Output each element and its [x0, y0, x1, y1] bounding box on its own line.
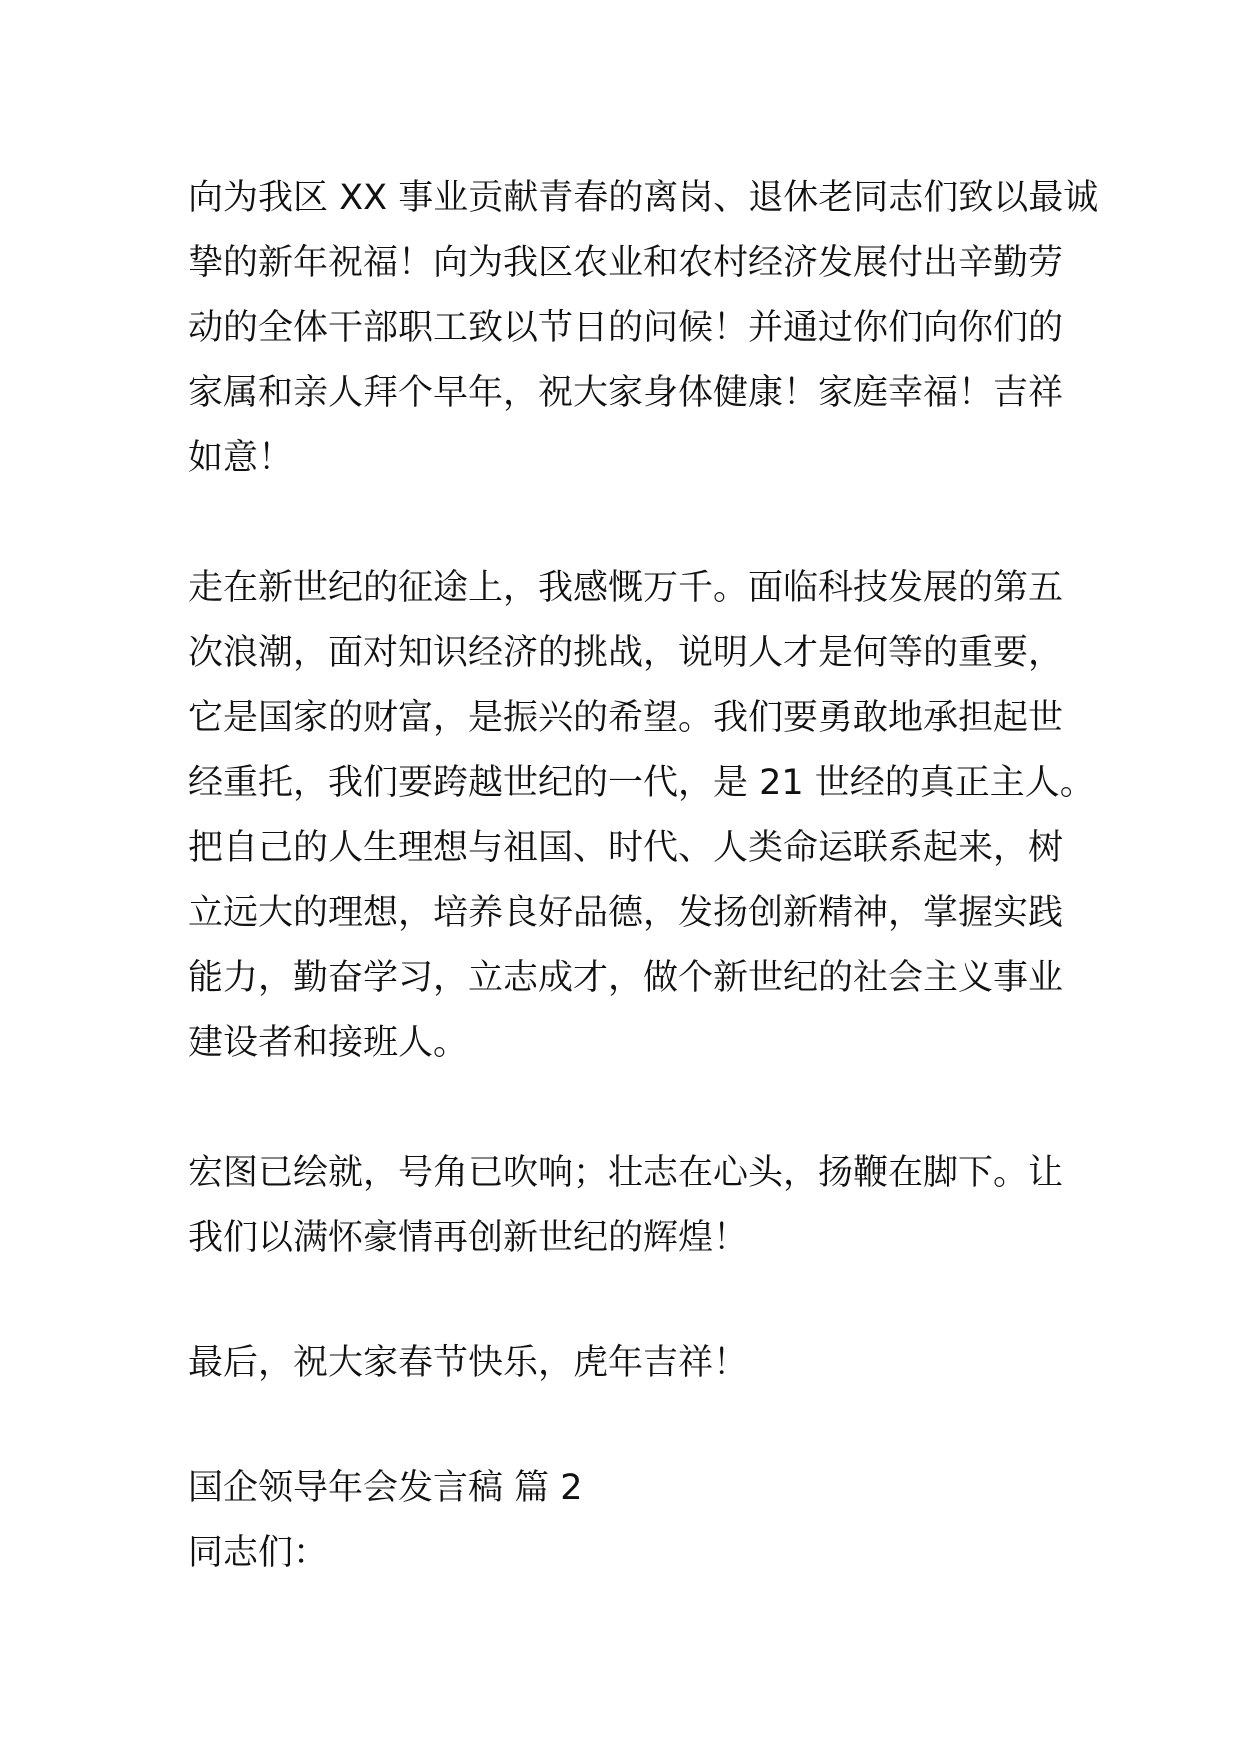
paragraph-spacer — [188, 491, 1054, 556]
text-line: 家属和亲人拜个早年，祝大家身体健康！家庭幸福！吉祥 — [188, 373, 1064, 413]
salutation: 同志们： — [188, 1533, 329, 1573]
text-line: 如意！ — [188, 438, 294, 478]
text-line: 宏图已绘就，号角已吹响；壮志在心头，扬鞭在脚下。让 — [188, 1153, 1064, 1193]
paragraph-4 — [188, 1331, 1054, 1396]
paragraph-2 — [188, 556, 1095, 1076]
paragraph-3 — [188, 1141, 1064, 1271]
text-line: 立远大的理想，培养良好品德，发扬创新精神，掌握实践 — [188, 893, 1064, 933]
text-line: 我们以满怀豪情再创新世纪的辉煌！ — [188, 1218, 749, 1258]
document-body — [188, 166, 1099, 1586]
text-line: 它是国家的财富，是振兴的希望。我们要勇敢地承担起世 — [188, 698, 1064, 738]
text-line: 挚的新年祝福！向为我区农业和农村经济发展付出辛勤劳 — [188, 243, 1064, 283]
text-line: 经重托，我们要跨越世纪的一代，是 21 世经的真正主人。 — [188, 763, 1095, 803]
text-line: 最后，祝大家春节快乐，虎年吉祥！ — [188, 1343, 749, 1383]
paragraph-spacer — [188, 1271, 1054, 1331]
paragraph-spacer — [188, 1396, 1054, 1456]
text-line: 建设者和接班人。 — [188, 1023, 469, 1063]
text-line: 向为我区 XX 事业贡献青春的离岗、退休老同志们致以最诚 — [188, 178, 1099, 218]
paragraph-1 — [188, 166, 1099, 491]
text-line: 次浪潮，面对知识经济的挑战，说明人才是何等的重要， — [188, 633, 1064, 673]
text-line: 把自己的人生理想与祖国、时代、人类命运联系起来，树 — [188, 828, 1064, 868]
text-line: 能力，勤奋学习，立志成才，做个新世纪的社会主义事业 — [188, 958, 1064, 998]
section-heading: 国企领导年会发言稿 篇 2 — [188, 1468, 583, 1508]
paragraph-spacer — [188, 1076, 1054, 1141]
text-line: 走在新世纪的征途上，我感慨万千。面临科技发展的第五 — [188, 568, 1064, 608]
text-line: 动的全体干部职工致以节日的问候！并通过你们向你们的 — [188, 308, 1064, 348]
